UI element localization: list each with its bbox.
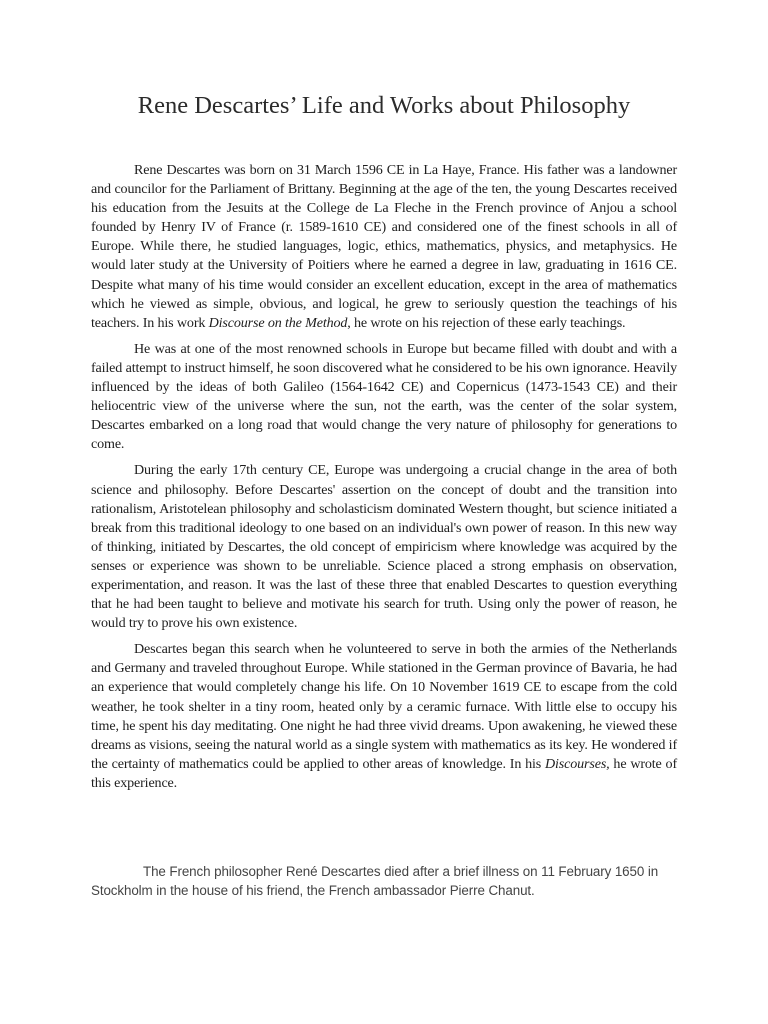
closing-paragraph: The French philosopher René Descartes died after a brief illness on 11 February 1650 in Stockholm in the house of his friend, the French ambassador Pierre Chanut.	[91, 864, 659, 898]
paragraph-text: Rene Descartes was born on 31 March 1596 CE in La Haye, France. His father was a landowner and councilor for the Parliament of Brittany. Beginning at the age of the ten, the young Descartes received his education from the Jesuits at the College de La Fleche in the French province of Anjou a school founded by Henry IV of France (r. 1589-1610 CE) and considered one of the finest schools in all of Europe. While there, he studied languages, logic, ethics, mathematics, physics, and metaphysics. He would later study at the University of Poitiers where he earned a degree in law, graduating in 1616 CE. Despite what many of his time would consider an excellent education, except in the area of mathematics which he viewed as simple, obvious, and logical, he grew to seriously question the teachings of his teachers. In his work	[91, 162, 677, 331]
book-title-discourse-on-the-method: Discourse on the Method	[208, 314, 348, 331]
document-title: Rene Descartes’ Life and Works about Philosophy	[137, 92, 631, 119]
paragraph-text: he wrote of this experience.	[91, 755, 677, 791]
document-body	[91, 161, 677, 800]
paragraph-text: Descartes began this search when he volunteered to serve in both the armies of the Netherlands and Germany and traveled throughout Europe. While stationed in the German province of Bavaria, he had an experience that would completely change his life. On 10 November 1619 CE to escape from the cold weather, he took shelter in a tiny room, heated only by a ceramic furnace. With little else to occupy his time, he spent his day meditating. One night he had three vivid dreams. Upon awakening, he viewed these dreams as visions, seeing the natural world as a single system with mathematics as its key. He wondered if the certainty of mathematics could be applied to other areas of knowledge. In his	[91, 641, 677, 772]
book-title-discourses: Discourses,	[545, 755, 610, 772]
paragraph-birth-education	[91, 161, 677, 333]
paragraph-text: , he wrote on his rejection of these early teachings.	[347, 314, 626, 331]
paragraph-17th-century: During the early 17th century CE, Europe was undergoing a crucial change in the area of both science and philosophy. Before Descartes' assertion on the concept of doubt and the transition into rationalism, Aristotelean philosophy and scholasticism dominated Western thought, but science initiated a break from this traditional ideology to one based on an individual's own power of reason. In this new way of thinking, initiated by Descartes, the old concept of empiricism where knowledge was acquired by the senses or experience was shown to be unreliable. Science placed a strong emphasis on observation, experimentation, and reason. It was the last of these three that enabled Descartes to question everything that he had been taught to believe and motivate his search for truth. Using only the power of reason, he would try to prove his own existence.	[91, 462, 677, 632]
paragraph-dreams	[91, 640, 677, 793]
paragraph-doubt: He was at one of the most renowned schools in Europe but became filled with doubt and with a failed attempt to instruct himself, he soon discovered what he considered to be his own ignorance. Heavily influenced by the ideas of both Galileo (1564-1642 CE) and Copernicus (1473-1543 CE) and their heliocentric view of the universe where the sun, not the earth, was the center of the solar system, Descartes embarked on a long road that would change the very nature of philosophy for generations to come.	[91, 340, 677, 453]
